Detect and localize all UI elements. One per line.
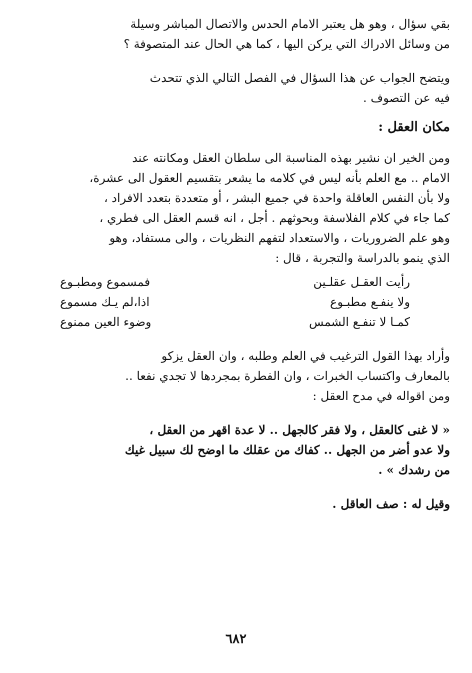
text-line: ومن الخير ان نشير بهذه المناسبة الى سلطان العقل ومكانته عند xyxy=(132,151,450,165)
verse-first-hemistich: كمـا لا تنفـع الشمس xyxy=(309,315,410,329)
text-line: الامام .. مع العلم بأنه ليس في كلامه ما يشعر بتقسيم العقول الى عشرة، xyxy=(89,171,450,185)
text-line: بالمعارف واكتساب الخبرات ، وان الفطرة بمجردها لا تجدي نفعا .. xyxy=(125,369,450,383)
verse-first-hemistich: رأيت العقـل عقلـين xyxy=(313,275,410,289)
text-line: فيه عن التصوف . xyxy=(363,91,450,105)
closing-line: وقيل له : صف العاقل . xyxy=(332,497,450,511)
text-line: بقي سؤال ، وهو هل يعتبر الامام الحدس والاتصال المباشر وسيلة xyxy=(130,17,450,31)
text-line: ولا بأن النفس العاقلة واحدة في جميع البشر ، أو متعددة بتعدد الافراد ، xyxy=(103,191,450,205)
poem-verses xyxy=(30,272,450,332)
document-page xyxy=(30,14,450,514)
quote-paragraph xyxy=(30,420,450,480)
answer-paragraph xyxy=(30,68,450,108)
intro-paragraph xyxy=(30,14,450,54)
body-paragraph-2 xyxy=(30,346,450,406)
text-line: من رشدك » . xyxy=(378,463,450,477)
text-line: ويتضح الجواب عن هذا السؤال في الفصل التالي الذي تتحدث xyxy=(149,71,450,85)
body-paragraph-1 xyxy=(30,148,450,268)
text-line: الذي ينمو بالدراسة والتجربة ، قال : xyxy=(275,251,450,265)
verse-second-hemistich: فمسموع ومطبـوع xyxy=(60,275,151,289)
text-line: « لا غنى كالعقل ، ولا فقر كالجهل .. لا عدة اقهر من العقل ، xyxy=(149,423,450,437)
section-heading: مكان العقل : xyxy=(378,120,450,135)
verse-second-hemistich: اذا،لم يـك مسموع xyxy=(60,295,150,309)
text-line: كما جاء في كلام الفلاسفة وبحوثهم . أجل ، انه قسم العقل الى فطري ، xyxy=(99,211,450,225)
text-line: من وسائل الادراك التي يركن اليها ، كما هي الحال عند المتصوفة ؟ xyxy=(123,37,450,51)
text-line: وأراد بهذا القول الترغيب في العلم وطلبه ، وان العقل يزكو xyxy=(161,349,450,363)
text-line: ولا عدو أضر من الجهل .. كفاك من عقلك ما اوضح لك سبيل غيك xyxy=(124,443,450,457)
verse-second-hemistich: وضوء العين ممنوع xyxy=(60,315,152,329)
text-line: ومن اقواله في مدح العقل : xyxy=(312,389,450,403)
text-line: وهو علم الضروريات ، والاستعداد لتفهم النظريات ، والى مستفاد، وهو xyxy=(109,231,450,245)
verse-first-hemistich: ولا ينفـع مطبـوع xyxy=(330,295,410,309)
poem-verse xyxy=(30,272,450,292)
page-number: ٦٨٢ xyxy=(225,632,247,647)
poem-verse xyxy=(30,312,450,332)
poem-verse xyxy=(30,292,450,312)
